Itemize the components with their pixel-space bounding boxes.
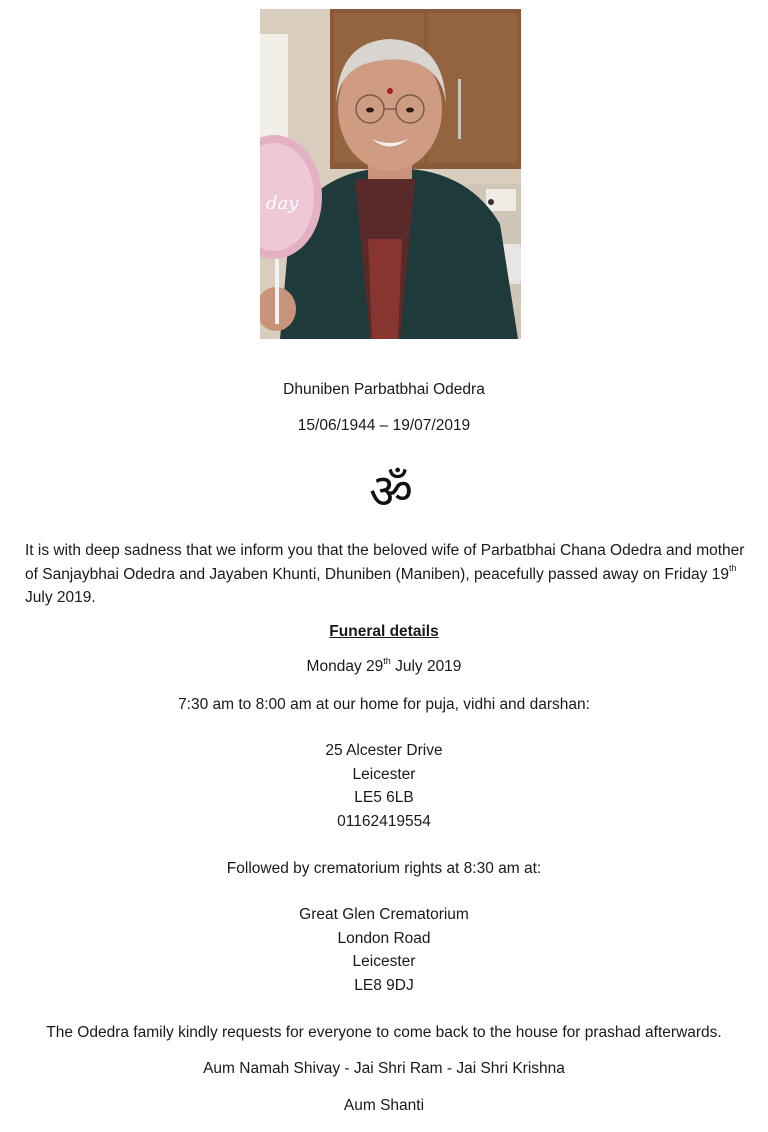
funeral-date-ordinal: th (383, 655, 391, 666)
aum-shanti: Aum Shanti (343, 1097, 425, 1114)
home-address-line: Leicester (352, 765, 416, 783)
home-address-line: 25 Alcester Drive (325, 742, 443, 759)
funeral-date-text: Monday 29 (306, 658, 384, 675)
prayer-line: Aum Namah Shivay - Jai Shri Ram - Jai Shri Krishna (203, 1060, 565, 1077)
announcement-text-end: July 2019. (25, 589, 96, 606)
crematorium-address-line: Leicester (352, 953, 416, 970)
home-visit-line: 7:30 am to 8:00 am at our home for puja, vidhi and darshan: (178, 696, 590, 713)
funeral-date-text-end: July 2019 (390, 658, 462, 675)
funeral-date (0, 655, 768, 675)
crematorium-address-line: London Road (337, 929, 431, 947)
home-phone: 01162419554 (337, 812, 431, 830)
home-address-line: LE5 6LB (354, 789, 414, 806)
home-address (0, 739, 768, 833)
announcement-text: It is with deep sadness that we inform you that the beloved wife of Parbatbhai Chana Odedra and mother of Sanjaybhai Odedra and Jayaben Khunti, Dhuniben (Maniben), peacefully passed away on Friday 19 (25, 542, 745, 583)
portrait-photo (260, 9, 521, 339)
om-icon (364, 462, 418, 516)
crematorium-address-line: LE8 9DJ (354, 976, 414, 994)
prashad-request: The Odedra family kindly requests for everyone to come back to the house for prashad afterwards. (46, 1024, 722, 1041)
announcement-ordinal: th (728, 563, 737, 574)
om-glyph: ॐ (369, 464, 413, 516)
funeral-details-heading: Funeral details (329, 623, 439, 640)
deceased-name: Dhuniben Parbatbhai Odedra (283, 381, 485, 398)
life-dates: 15/06/1944 – 19/07/2019 (297, 417, 471, 434)
announcement-paragraph (25, 539, 747, 610)
crematorium-address-line: Great Glen Crematorium (299, 906, 469, 923)
crematorium-address (0, 903, 768, 997)
balloon-text: day (266, 193, 299, 214)
crematorium-line: Followed by crematorium rights at 8:30 am at: (226, 860, 542, 877)
